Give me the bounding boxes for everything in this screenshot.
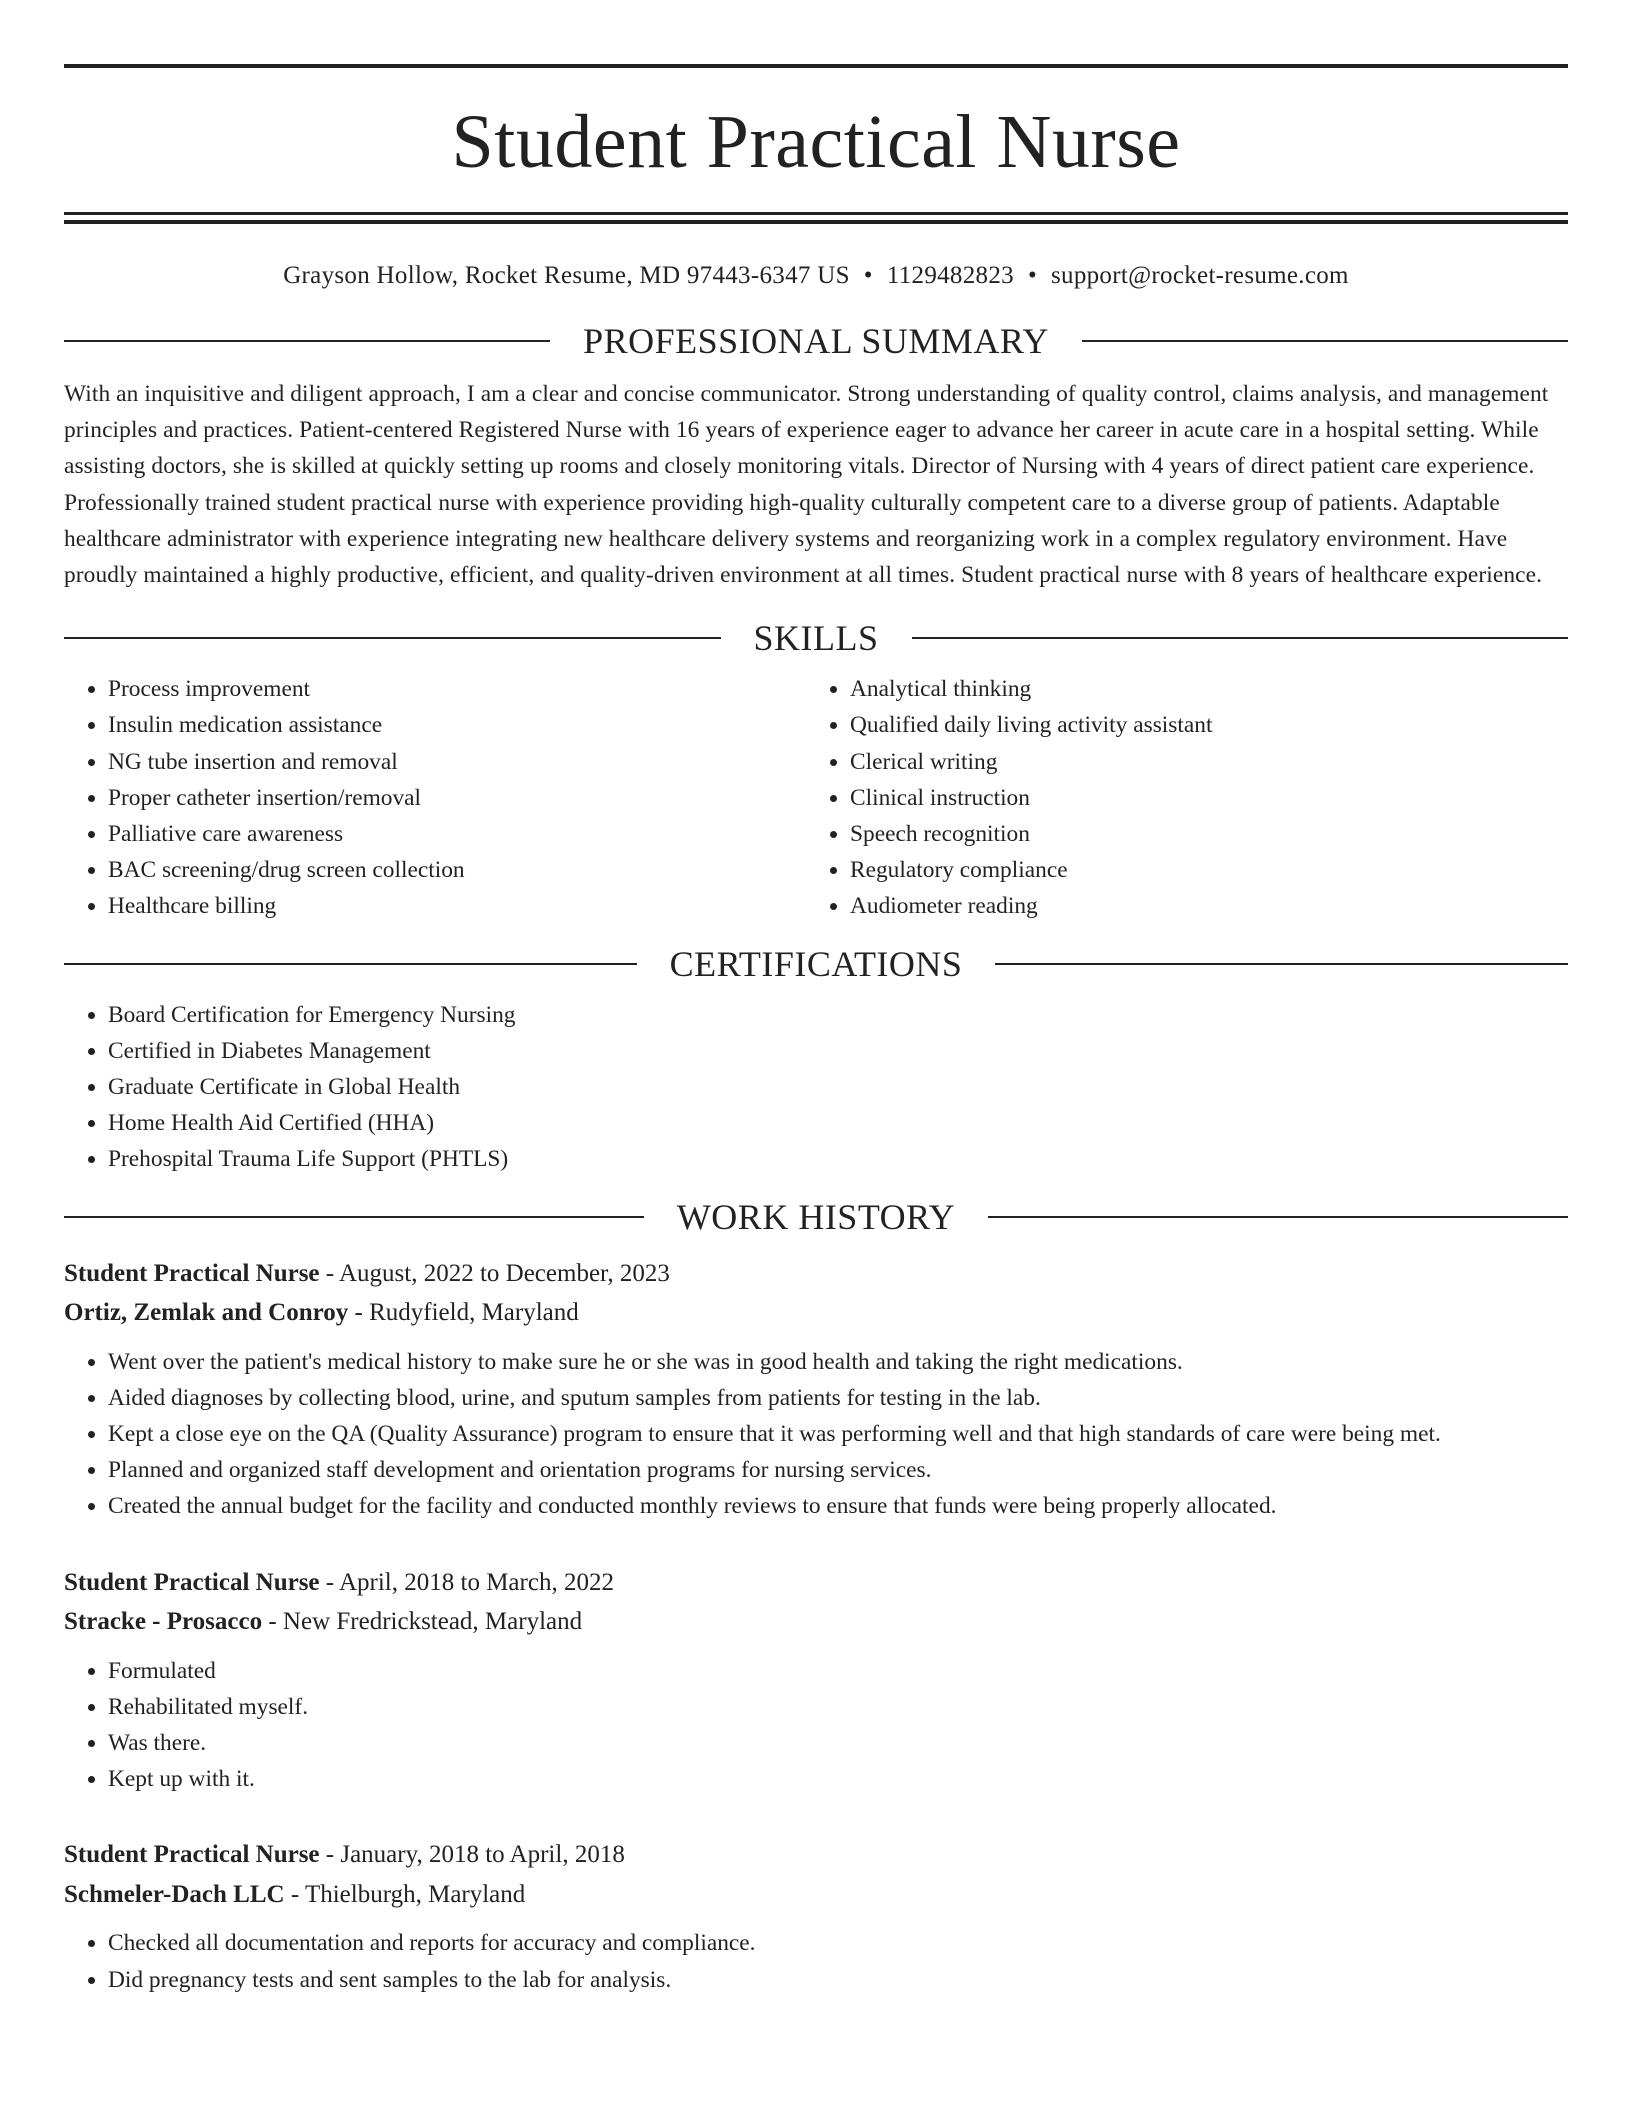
job-title-line <box>64 1835 1568 1875</box>
skill-item: • BAC screening/drug screen collection <box>108 852 806 888</box>
job-title: Student Practical Nurse <box>64 1568 320 1596</box>
job-company-line <box>64 1875 1568 1915</box>
job-company: Schmeler-Dach LLC <box>64 1880 285 1908</box>
job-duty: • Was there. <box>108 1725 1568 1761</box>
skill-item: • NG tube insertion and removal <box>108 744 806 780</box>
job-title: Student Practical Nurse <box>64 1841 320 1869</box>
job-company: Ortiz, Zemlak and Conroy <box>64 1299 349 1327</box>
certification-item: • Home Health Aid Certified (HHA) <box>108 1105 1568 1141</box>
section-heading-summary <box>64 318 1568 364</box>
contact-address: Grayson Hollow, Rocket Resume, MD 97443-6347 US <box>283 262 850 289</box>
job-dates: - January, 2018 to April, 2018 <box>319 1841 625 1869</box>
job-entry <box>64 1563 1568 1798</box>
divider <box>988 1216 1568 1218</box>
resume-title: Student Practical Nurse <box>451 100 1181 184</box>
job-duty: • Kept up with it. <box>108 1761 1568 1797</box>
skill-item: • Process improvement <box>108 671 806 707</box>
job-duty: • Kept a close eye on the QA (Quality Assurance) program to ensure that it was performing well and that high standards of care were being met. <box>108 1416 1568 1452</box>
skill-item: • Palliative care awareness <box>108 816 806 852</box>
certification-item: • Prehospital Trauma Life Support (PHTLS) <box>108 1141 1568 1177</box>
skill-item: • Qualified daily living activity assistant <box>850 707 1548 743</box>
divider <box>64 963 637 965</box>
section-title: PROFESSIONAL SUMMARY <box>583 321 1049 361</box>
contact-separator: • <box>1027 262 1037 289</box>
skill-item: • Healthcare billing <box>108 888 806 924</box>
job-duty: • Aided diagnoses by collecting blood, urine, and sputum samples from patients for testing in the lab. <box>108 1380 1568 1416</box>
skills-list <box>64 671 1568 924</box>
divider <box>995 963 1568 965</box>
certifications-list <box>64 997 1568 1178</box>
job-entry <box>64 1835 1568 1997</box>
divider <box>64 1216 644 1218</box>
job-company-line <box>64 1602 1568 1642</box>
job-duty: • Planned and organized staff development and orientation programs for nursing services. <box>108 1452 1568 1488</box>
top-rule <box>64 64 1568 68</box>
job-duty: • Checked all documentation and reports for accuracy and compliance. <box>108 1925 1568 1961</box>
contact-line <box>64 260 1568 292</box>
section-title: WORK HISTORY <box>676 1196 956 1237</box>
skill-item: • Clerical writing <box>850 744 1548 780</box>
divider <box>64 340 550 342</box>
job-duty: • Did pregnancy tests and sent samples to the lab for analysis. <box>108 1962 1568 1998</box>
section-heading-certifications <box>64 941 1568 987</box>
job-location: - Rudyfield, Maryland <box>348 1299 579 1327</box>
summary-paragraph: With an inquisitive and diligent approach, I am a clear and concise communicator. Strong understanding of quality control, claims analysis, and management principles and practices. Patient-centered Registered Nurse with 16 years of experience eager to advance her career in acute care in a hospital setting. While assisting doctors, she is skilled at quickly setting up rooms and closely monitoring vitals. Director of Nursing with 4 years of direct patient care experience. Professionally trained student practical nurse with experience providing high-quality culturally competent care to a diverse group of patients. Adaptable healthcare administrator with experience integrating new healthcare delivery systems and reorganizing work in a complex regulatory environment. Have proudly maintained a highly productive, efficient, and quality-driven environment at all times. Student practical nurse with 8 years of healthcare experience. <box>64 381 1549 589</box>
job-location: - Thielburgh, Maryland <box>284 1880 526 1908</box>
section-title: CERTIFICATIONS <box>669 943 963 984</box>
skills-column-left <box>64 671 806 924</box>
resume-page <box>64 64 1568 1998</box>
section-heading-skills <box>64 615 1568 661</box>
job-duties <box>64 1344 1568 1525</box>
divider <box>1082 340 1568 342</box>
skills-column-right <box>806 671 1548 924</box>
skill-item: • Clinical instruction <box>850 780 1548 816</box>
job-company: Stracke - Prosacco <box>64 1608 263 1636</box>
job-duty: • Formulated <box>108 1653 1568 1689</box>
job-company-line <box>64 1293 1568 1333</box>
job-duties <box>64 1653 1568 1798</box>
skill-item: • Proper catheter insertion/removal <box>108 780 806 816</box>
job-duties <box>64 1925 1568 1997</box>
job-duty: • Went over the patient's medical history to make sure he or she was in good health and taking the right medications. <box>108 1344 1568 1380</box>
certification-item: • Certified in Diabetes Management <box>108 1033 1568 1069</box>
job-dates: - April, 2018 to March, 2022 <box>319 1568 614 1596</box>
job-title-line <box>64 1563 1568 1603</box>
skill-item: • Regulatory compliance <box>850 852 1548 888</box>
job-duty: • Rehabilitated myself. <box>108 1689 1568 1725</box>
skill-item: • Speech recognition <box>850 816 1548 852</box>
job-entry <box>64 1254 1568 1525</box>
contact-email: support@rocket-resume.com <box>1051 262 1349 289</box>
certification-item: • Board Certification for Emergency Nursing <box>108 997 1568 1033</box>
section-title: SKILLS <box>753 618 879 659</box>
contact-phone: 1129482823 <box>886 262 1014 289</box>
divider <box>912 637 1569 639</box>
section-heading-work-history <box>64 1194 1568 1240</box>
skill-item: • Insulin medication assistance <box>108 707 806 743</box>
contact-separator: • <box>863 262 873 289</box>
certification-item: • Graduate Certificate in Global Health <box>108 1069 1568 1105</box>
divider <box>64 637 721 639</box>
title-double-rule <box>64 212 1568 224</box>
job-duty: • Created the annual budget for the facility and conducted monthly reviews to ensure that funds were being properly allocated. <box>108 1488 1568 1524</box>
job-title-line <box>64 1254 1568 1294</box>
job-location: - New Fredrickstead, Maryland <box>262 1608 583 1636</box>
job-dates: - August, 2022 to December, 2023 <box>319 1259 670 1287</box>
skill-item: • Audiometer reading <box>850 888 1548 924</box>
skill-item: • Analytical thinking <box>850 671 1548 707</box>
job-title: Student Practical Nurse <box>64 1259 320 1287</box>
